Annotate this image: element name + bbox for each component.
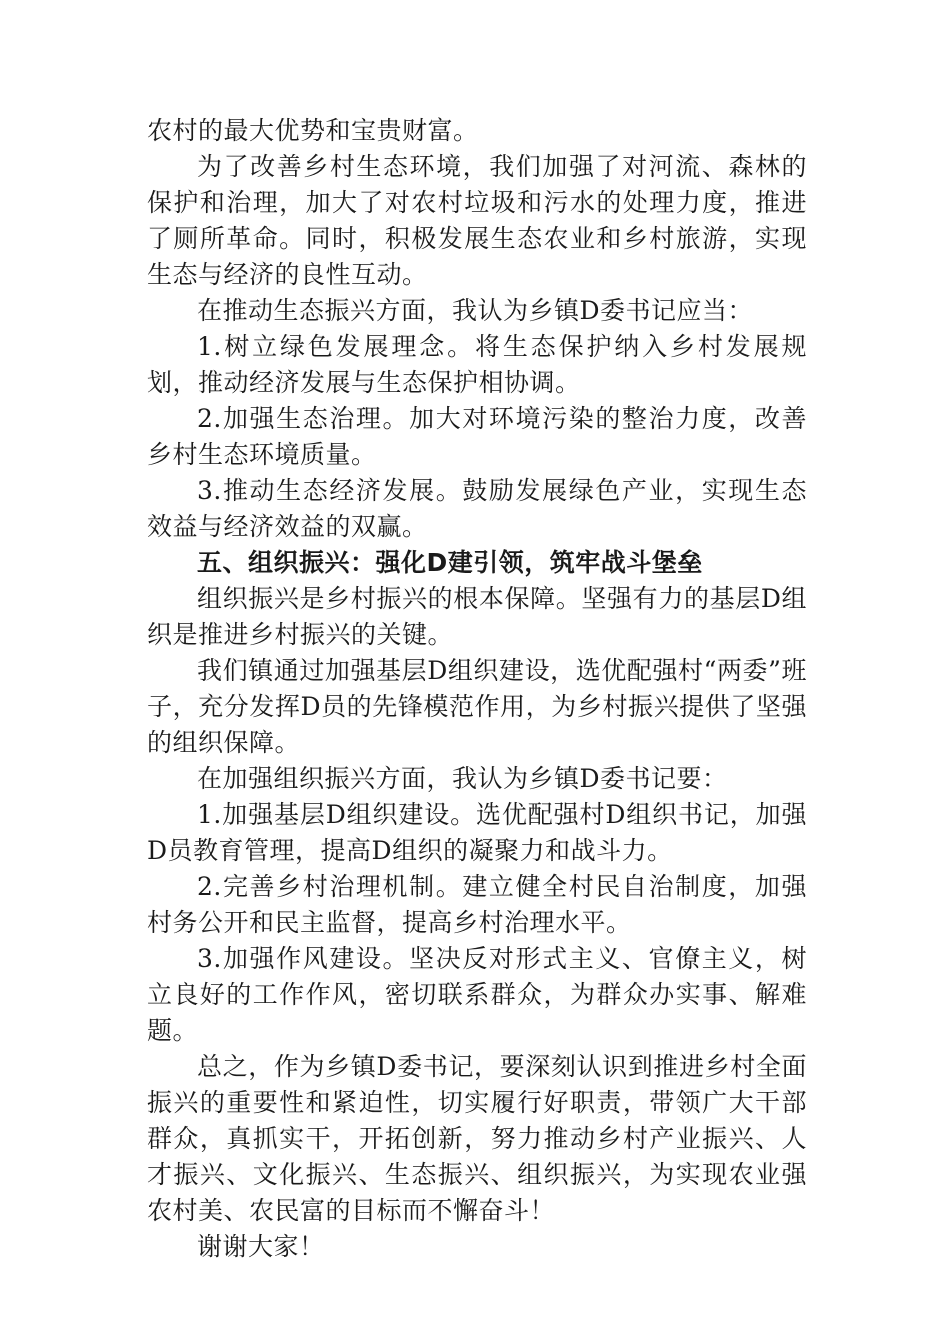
- paragraph-ecology-measures: 为了改善乡村生态环境，我们加强了对河流、森林的保护和治理，加大了对农村垃圾和污水的处理力度，推进了厕所革命。同时，积极发展生态农业和乡村旅游，实现生态与经济的良性互动。: [147, 152, 807, 289]
- paragraph-ecology-intro: 在推动生态振兴方面，我认为乡镇D委书记应当：: [197, 296, 754, 325]
- paragraph-conclusion: 总之，作为乡镇D委书记，要深刻认识到推进乡村全面振兴的重要性和紧迫性，切实履行好职责，带领广大干部群众，真抓实干，开拓创新，努力推动乡村产业振兴、人才振兴、文化振兴、生态振兴、组织振兴，为实现农业强农村美、农民富的目标而不懈奋斗！: [147, 1052, 807, 1225]
- list-item-organization-1: 1.加强基层D组织建设。选优配强村D组织书记，加强D员教育管理，提高D组织的凝聚力和战斗力。: [147, 800, 807, 865]
- list-item-ecology-1: 1.树立绿色发展理念。将生态保护纳入乡村发展规划，推动经济发展与生态保护相协调。: [147, 332, 807, 397]
- document-body: [147, 113, 807, 1265]
- list-item-ecology-2: 2.加强生态治理。加大对环境污染的整治力度，改善乡村生态环境质量。: [147, 404, 807, 469]
- paragraph-organization-measures: 我们镇通过加强基层D组织建设，选优配强村“两委”班子，充分发挥D员的先锋模范作用，为乡村振兴提供了坚强的组织保障。: [147, 656, 807, 757]
- paragraph-organization-intro: 在加强组织振兴方面，我认为乡镇D委书记要：: [197, 764, 728, 793]
- list-item-organization-2: 2.完善乡村治理机制。建立健全村民自治制度，加强村务公开和民主监督，提高乡村治理水平。: [147, 872, 807, 937]
- section-heading-organization: 五、组织振兴：强化D建引领，筑牢战斗堡垒: [197, 548, 703, 577]
- paragraph-continuation: 农村的最大优势和宝贵财富。: [147, 116, 479, 145]
- list-item-organization-3: 3.加强作风建设。坚决反对形式主义、官僚主义，树立良好的工作作风，密切联系群众，为群众办实事、解难题。: [147, 944, 807, 1045]
- list-item-ecology-3: 3.推动生态经济发展。鼓励发展绿色产业，实现生态效益与经济效益的双赢。: [147, 476, 807, 541]
- paragraph-thanks: 谢谢大家！: [197, 1232, 325, 1261]
- paragraph-organization-importance: 组织振兴是乡村振兴的根本保障。坚强有力的基层D组织是推进乡村振兴的关键。: [147, 584, 807, 649]
